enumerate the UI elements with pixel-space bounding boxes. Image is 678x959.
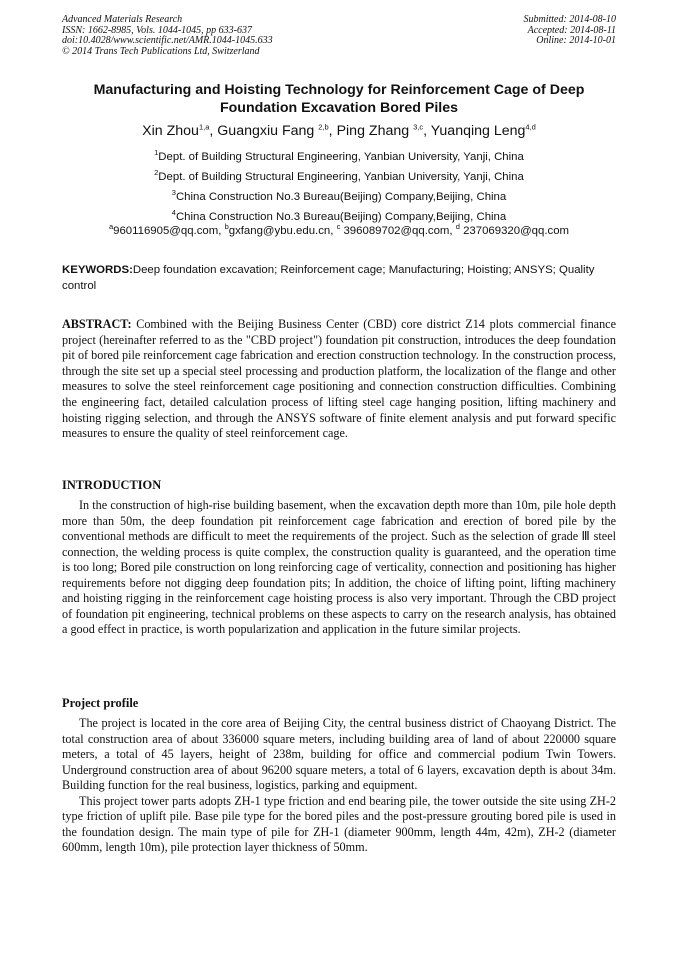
author-name: Ping Zhang: [336, 123, 414, 139]
keywords-label: KEYWORDS:: [62, 264, 133, 276]
email-superscript: d: [455, 222, 460, 232]
introduction-paragraph: In the construction of high-rise building basement, when the excavation depth more than 10m, pile hole depth more than 50m, the deep foundation pit reinforcement cage fabrication and erection of bored pile by the conventional methods are difficult to meet the requirements of the project. Such as the selection of grade Ⅲ steel connection, the welding process is quite complex, the construction quality is guaranteed, and the operation time is too long; Bored pile construction on long reinforcing cage of verticality, connection and positioning has higher requirements before not digging deep foundation pits; In addition, the choice of lifting point, lifting machinery and hoisting rigging in the reinforcement cage hoisting process is also very important. Through the CBD project of foundation pit engineering, technical problems on these aspects to carry on the research analysis, has obtained a good effect in practice, is worth popularization and application in the future similar projects.: [62, 498, 616, 636]
affiliation: [62, 189, 616, 209]
affiliations: [62, 149, 616, 239]
section-heading-introduction: INTRODUCTION: [62, 478, 162, 492]
submitted-date: Submitted: 2014-08-10: [523, 14, 616, 25]
author-superscript: 3,c: [413, 122, 424, 132]
email-superscript: b: [224, 222, 229, 232]
affiliation-superscript: 3: [171, 188, 176, 198]
project-profile-body: [62, 716, 616, 856]
keywords-text: Deep foundation excavation; Reinforcement cage; Manufacturing; Hoisting; ANSYS; Quality control: [62, 264, 595, 292]
email-superscript: c: [336, 222, 341, 232]
publication-dates: [524, 15, 617, 47]
author-separator: ,: [328, 123, 337, 139]
author-superscript: 1,a: [198, 122, 210, 132]
author-list: [62, 122, 616, 140]
project-profile-paragraph: The project is located in the core area of Beijing City, the central business district of Chaoyang District. The total construction area of about 336000 square meters, including building area of land of about 220000 square meters, a total of 45 layers, height of 238m, building for office and commercial podium Twin Towers. Underground construction area of about 96200 square meters, a total of 6 layers, excavation depth is about 34m. Building function for the real business, logistics, parking and equipment.: [62, 716, 616, 792]
email-text: 396089702@qq.com,: [340, 225, 456, 237]
section-heading-project-profile: Project profile: [62, 696, 139, 710]
affiliation-text: Dept. of Building Structural Engineering, Yanbian University, Yanji, China: [158, 171, 524, 183]
email-text: 960116905@qq.com,: [113, 225, 225, 237]
email-superscript: a: [108, 222, 114, 232]
paper-title: Manufacturing and Hoisting Technology for Reinforcement Cage of Deep Foundation Excavation Bored Piles: [93, 82, 585, 116]
affiliation-superscript: 4: [171, 208, 176, 218]
abstract-text: Combined with the Beijing Business Center (CBD) core district Z14 plots commercial finance project (hereinafter referred to as the "CBD project") foundation pit construction, introduces the deep foundation pit of bored pile reinforcement cage fabrication and erection construction technology. In the construction process, through the site set up a special steel processing and production platform, the localization of the flange and other measures to solve the steel reinforcement cage positioning and connection construction difficulties. Combining the engineering fact, detailed calculation process of lifting steel cage hanging position, lifting machinery and hoisting rigging selection, and through the ANSYS software of finite element analysis and put forward specific measures to ensure the quality of steel reinforcement cage.: [62, 317, 616, 441]
project-profile-paragraph: This project tower parts adopts ZH-1 type friction and end bearing pile, the tower outside the site using ZH-2 type friction of uplift pile. Base pile type for the bored piles and the post-pressure grouting bored pile is used in the foundation design. The main type of pile for ZH-1 (diameter 900mm, length 44m, 42m), ZH-2 (diameter 600mm, length 10m), pile protection layer thickness of 50mm.: [62, 793, 616, 854]
author-emails: [62, 224, 616, 239]
author-name: Guangxiu Fang: [217, 123, 319, 139]
affiliation-superscript: 1: [154, 148, 159, 158]
copyright-notice: © 2014 Trans Tech Publications Ltd, Switzerland: [62, 45, 260, 57]
online-date: Online: 2014-10-01: [536, 35, 616, 46]
author-separator: ,: [423, 123, 431, 139]
email-text: gxfang@ybu.edu.cn,: [228, 225, 337, 237]
abstract-section: [62, 317, 616, 442]
author-superscript: 4,d: [525, 122, 536, 132]
email-text: 237069320@qq.com: [459, 225, 570, 237]
journal-info: [62, 15, 273, 57]
affiliation-superscript: 2: [154, 168, 159, 178]
affiliation-text: Dept. of Building Structural Engineering, Yanbian University, Yanji, China: [158, 151, 524, 163]
abstract-label: ABSTRACT:: [62, 317, 132, 331]
journal-issn: ISSN: 1662-8985, Vols. 1044-1045, pp 633-637: [62, 24, 252, 36]
journal-doi: doi:10.4028/www.scientific.net/AMR.1044-1045.633: [62, 35, 273, 46]
journal-name: Advanced Materials Research: [62, 14, 183, 25]
author-superscript: 2,b: [318, 122, 329, 132]
author-name: Xin Zhou: [142, 123, 199, 139]
affiliation-text: China Construction No.3 Bureau(Beijing) Company,Beijing, China: [175, 211, 507, 223]
accepted-date: Accepted: 2014-08-11: [527, 24, 616, 36]
affiliation: [62, 169, 616, 189]
affiliation: [62, 149, 616, 169]
affiliation-text: China Construction No.3 Bureau(Beijing) Company,Beijing, China: [175, 191, 507, 203]
author-separator: ,: [209, 123, 218, 139]
keywords-section: [62, 263, 616, 294]
author-name: Yuanqing Leng: [430, 123, 526, 139]
